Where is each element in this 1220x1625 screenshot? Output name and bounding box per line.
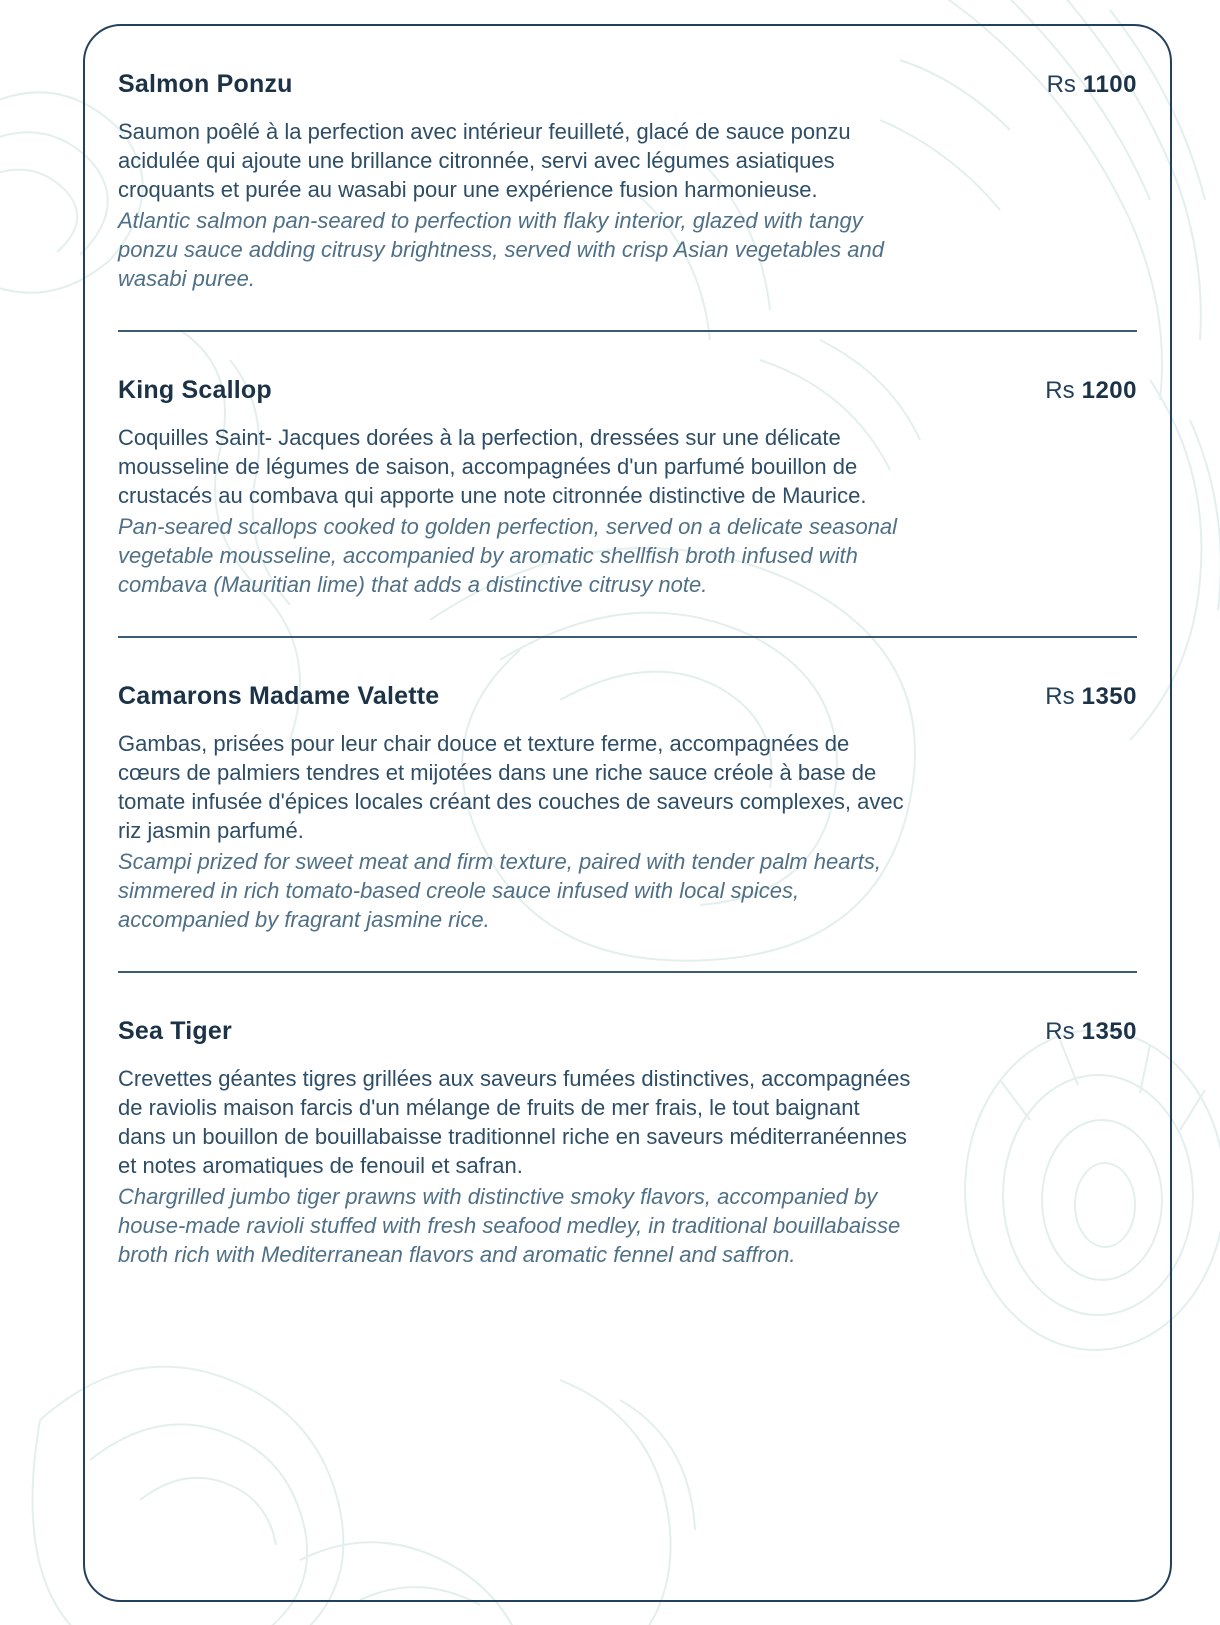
menu-item-king-scallop [118,376,1137,599]
price-currency: Rs [1045,683,1075,710]
price-amount: 1350 [1081,683,1137,710]
menu-item-camarons-madame-valette [118,682,1137,934]
item-divider [118,971,1137,973]
item-name: Sea Tiger [118,1017,232,1045]
price-amount: 1350 [1081,1018,1137,1045]
item-name: Salmon Ponzu [118,70,293,98]
item-description-english: Atlantic salmon pan-seared to perfection with flaky interior, glazed with tangy ponzu sauce adding citrusy brightness, served with crisp Asian vegetables and wasabi puree. [118,208,884,291]
item-price [1047,71,1137,99]
item-price [1045,683,1137,711]
item-description-french: Crevettes géantes tigres grillées aux saveurs fumées distinctives, accompagnées de raviolis maison farcis d'un mélange de fruits de mer frais, le tout baignant dans un bouillon de bouillabaisse traditionnel riche en saveurs méditerranéennes et notes aromatiques de fenouil et safran. [118,1066,911,1178]
item-header [118,682,1137,711]
item-name: King Scallop [118,376,272,404]
item-header [118,1017,1137,1046]
item-description-french: Saumon poêlé à la perfection avec intérieur feuilleté, glacé de sauce ponzu acidulée qui ajoute une brillance citronnée, servi avec légumes asiatiques croquants et purée au wasabi pour une expérience fusion harmonieuse. [118,119,851,202]
item-divider [118,636,1137,638]
item-divider [118,330,1137,332]
menu-card [83,24,1172,1602]
item-price [1045,377,1137,405]
item-price [1045,1018,1137,1046]
price-currency: Rs [1045,1018,1075,1045]
menu-item-sea-tiger [118,1017,1137,1269]
item-description-english: Scampi prized for sweet meat and firm texture, paired with tender palm hearts, simmered in rich tomato-based creole sauce infused with local spices, accompanied by fragrant jasmine rice. [118,849,882,932]
price-amount: 1100 [1082,71,1137,98]
menu-item-salmon-ponzu [118,70,1137,293]
item-header [118,70,1137,99]
item-description-english: Pan-seared scallops cooked to golden perfection, served on a delicate seasonal vegetable mousseline, accompanied by aromatic shellfish broth infused with combava (Mauritian lime) that adds a distinctive citrusy note. [118,514,898,597]
item-name: Camarons Madame Valette [118,682,440,710]
price-currency: Rs [1046,71,1076,98]
price-amount: 1200 [1081,377,1137,404]
item-description-english: Chargrilled jumbo tiger prawns with distinctive smoky flavors, accompanied by house-made ravioli stuffed with fresh seafood medley, in traditional bouillabaisse broth rich with Mediterranean flavors and aromatic fennel and saffron. [118,1184,901,1267]
item-description-french: Coquilles Saint- Jacques dorées à la perfection, dressées sur une délicate mousseline de légumes de saison, accompagnées d'un parfumé bouillon de crustacés au combava qui apporte une note citronnée distinctive de Maurice. [118,425,867,508]
item-header [118,376,1137,405]
price-currency: Rs [1045,377,1075,404]
item-description-french: Gambas, prisées pour leur chair douce et texture ferme, accompagnées de cœurs de palmiers tendres et mijotées dans une riche sauce créole à base de tomate infusée d'épices locales créant des couches de saveurs complexes, avec riz jasmin parfumé. [118,731,904,843]
